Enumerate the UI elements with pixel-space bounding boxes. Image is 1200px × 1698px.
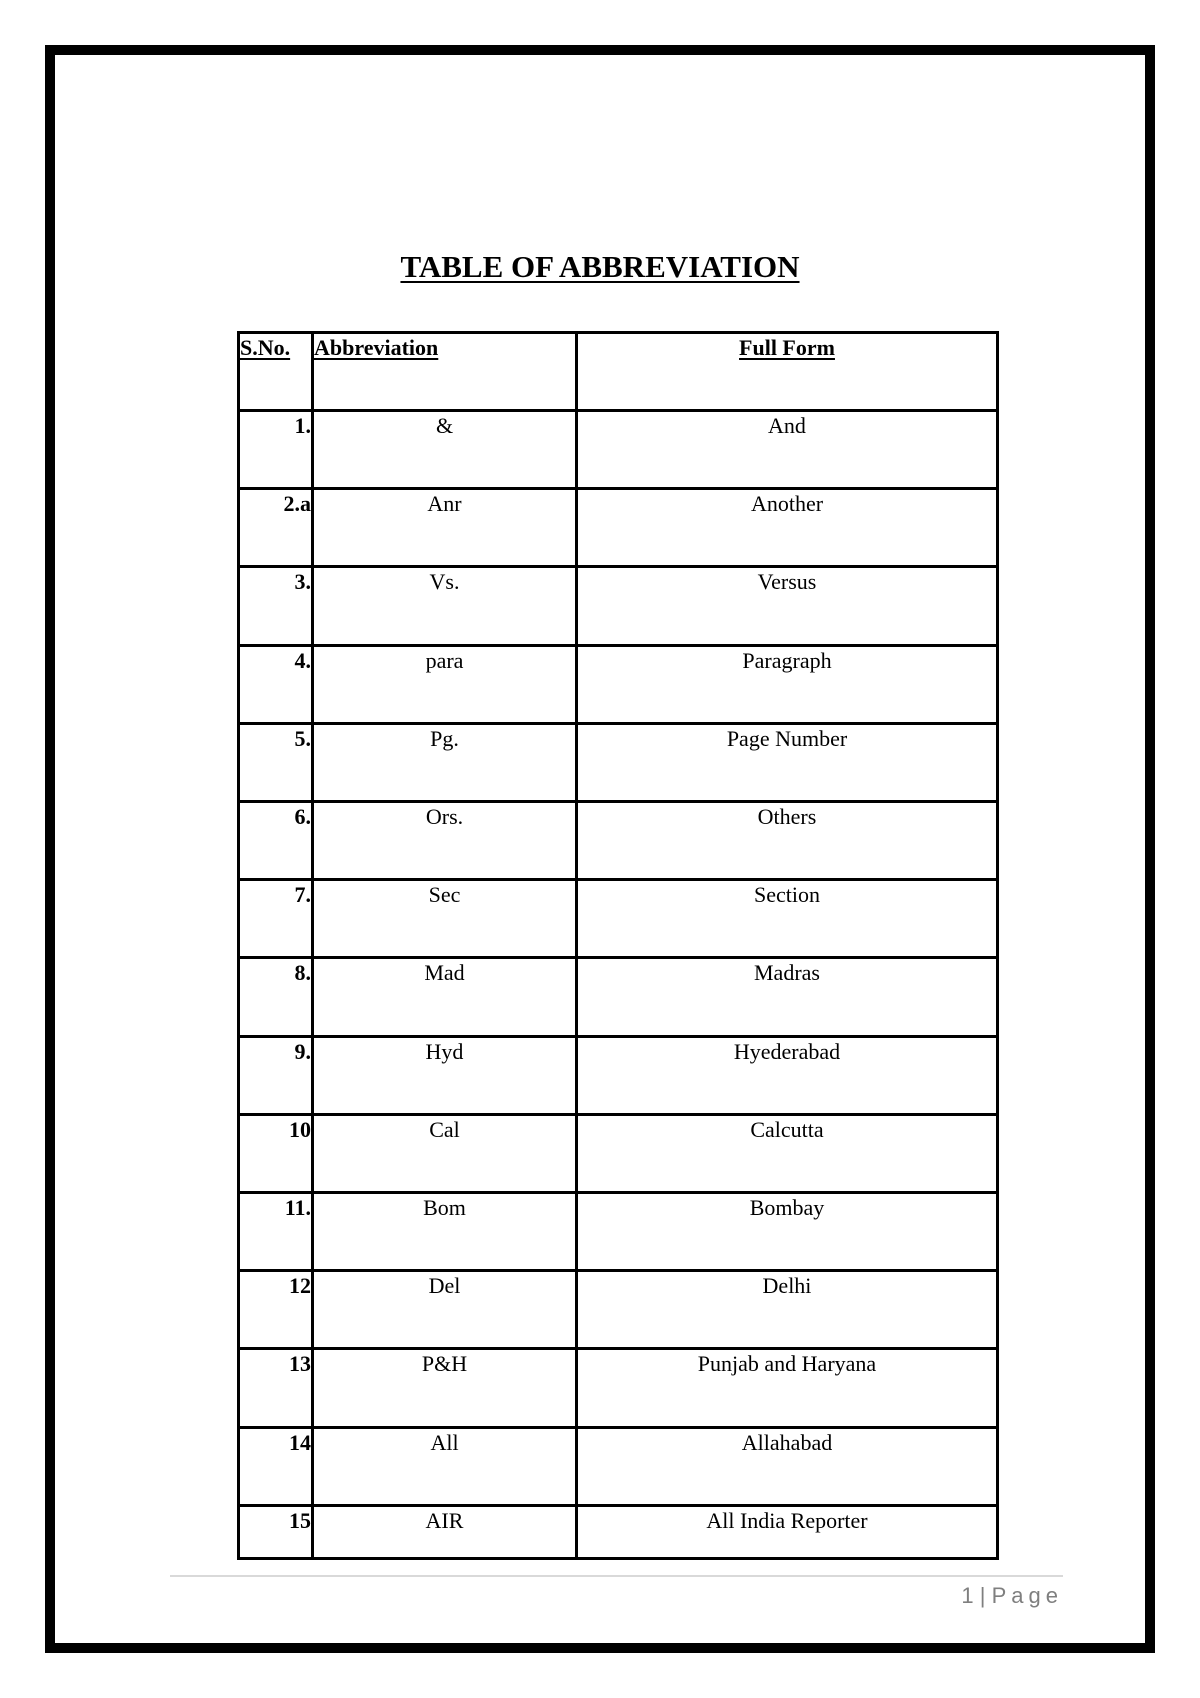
cell-sno: 2.a — [239, 489, 313, 567]
cell-abbreviation: All — [313, 1427, 577, 1505]
table-row — [239, 1349, 998, 1427]
header-full-form — [577, 333, 998, 411]
cell-sno: 4. — [239, 645, 313, 723]
cell-full-form: Calcutta — [577, 1114, 998, 1192]
cell-abbreviation: Cal — [313, 1114, 577, 1192]
cell-sno: 13 — [239, 1349, 313, 1427]
table-row — [239, 411, 998, 489]
cell-full-form: Bombay — [577, 1193, 998, 1271]
cell-sno: 3. — [239, 567, 313, 645]
cell-full-form: Others — [577, 802, 998, 880]
footer-divider — [170, 1575, 1063, 1577]
table-row — [239, 567, 998, 645]
table-row — [239, 723, 998, 801]
header-sno — [239, 333, 313, 411]
page-label: Page — [991, 1583, 1063, 1608]
table-row — [239, 645, 998, 723]
cell-sno: 6. — [239, 802, 313, 880]
table-row — [239, 1036, 998, 1114]
table-row — [239, 958, 998, 1036]
page-title-text: TABLE OF ABBREVIATION — [400, 249, 800, 284]
table-row — [239, 1114, 998, 1192]
cell-full-form: Hyederabad — [577, 1036, 998, 1114]
table-row — [239, 1193, 998, 1271]
page-title — [0, 249, 1200, 285]
cell-full-form: And — [577, 411, 998, 489]
header-abbreviation — [313, 333, 577, 411]
table-row — [239, 1271, 998, 1349]
cell-sno: 9. — [239, 1036, 313, 1114]
cell-full-form: Delhi — [577, 1271, 998, 1349]
cell-sno: 7. — [239, 880, 313, 958]
cell-abbreviation: P&H — [313, 1349, 577, 1427]
cell-abbreviation: Sec — [313, 880, 577, 958]
cell-abbreviation: Ors. — [313, 802, 577, 880]
cell-full-form: Punjab and Haryana — [577, 1349, 998, 1427]
cell-full-form: Madras — [577, 958, 998, 1036]
header-full-form-text: Full Form — [739, 335, 835, 360]
cell-abbreviation: Del — [313, 1271, 577, 1349]
cell-full-form: Page Number — [577, 723, 998, 801]
cell-abbreviation: Mad — [313, 958, 577, 1036]
cell-sno: 5. — [239, 723, 313, 801]
cell-sno: 10 — [239, 1114, 313, 1192]
cell-sno: 11. — [239, 1193, 313, 1271]
header-sno-text: S.No. — [240, 335, 291, 360]
cell-full-form: Section — [577, 880, 998, 958]
cell-sno: 8. — [239, 958, 313, 1036]
page-number: 1 — [961, 1583, 974, 1608]
cell-sno: 15 — [239, 1505, 313, 1558]
table-header-row — [239, 333, 998, 411]
cell-full-form: Allahabad — [577, 1427, 998, 1505]
cell-full-form: All India Reporter — [577, 1505, 998, 1558]
cell-abbreviation: Vs. — [313, 567, 577, 645]
cell-full-form: Another — [577, 489, 998, 567]
cell-abbreviation: Bom — [313, 1193, 577, 1271]
cell-full-form: Paragraph — [577, 645, 998, 723]
table-row — [239, 802, 998, 880]
cell-abbreviation: Pg. — [313, 723, 577, 801]
cell-full-form: Versus — [577, 567, 998, 645]
cell-abbreviation: & — [313, 411, 577, 489]
cell-sno: 1. — [239, 411, 313, 489]
cell-abbreviation: Anr — [313, 489, 577, 567]
cell-abbreviation: para — [313, 645, 577, 723]
cell-sno: 14 — [239, 1427, 313, 1505]
abbreviation-table — [237, 331, 999, 1560]
table-row — [239, 1427, 998, 1505]
footer-separator: | — [979, 1583, 986, 1608]
cell-abbreviation: AIR — [313, 1505, 577, 1558]
cell-abbreviation: Hyd — [313, 1036, 577, 1114]
table-row — [239, 880, 998, 958]
header-abbreviation-text: Abbreviation — [314, 335, 439, 360]
table-row — [239, 489, 998, 567]
cell-sno: 12 — [239, 1271, 313, 1349]
page-footer — [961, 1583, 1063, 1609]
table-row — [239, 1505, 998, 1558]
